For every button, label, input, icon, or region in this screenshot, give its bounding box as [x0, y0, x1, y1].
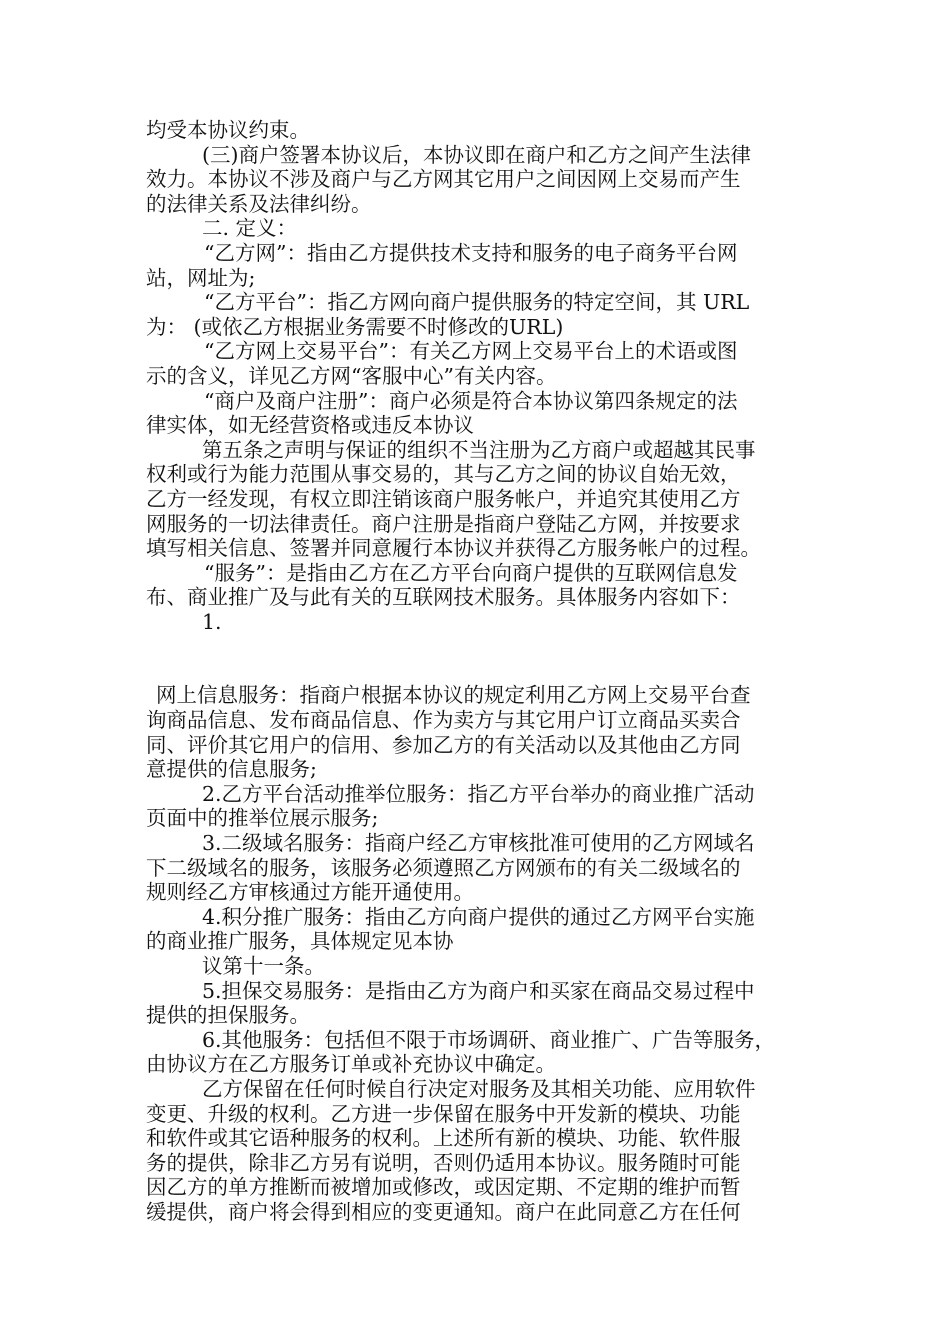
text-line: 变更、升级的权利。乙方进一步保留在服务中开发新的模块、功能 [146, 1101, 741, 1126]
text-line: (三)商户签署本协议后，本协议即在商户和乙方之间产生法律 [202, 142, 751, 167]
text-line: 填写相关信息、签署并同意履行本协议并获得乙方服务帐户的过程。 [146, 536, 761, 561]
text-line: 务的提供，除非乙方另有说明，否则仍适用本协议。服务随时可能 [146, 1150, 741, 1175]
text-line: 乙方保留在任何时候自行决定对服务及其相关功能、应用软件 [202, 1076, 756, 1101]
list-number: 1. [202, 609, 222, 634]
text-line: 由协议方在乙方服务订单或补充协议中确定。 [146, 1052, 556, 1077]
text-line: 效力。本协议不涉及商户与乙方网其它用户之间因网上交易而产生 [146, 167, 741, 192]
text-line: 示的含义，详见乙方网“客服中心”有关内容。 [146, 363, 557, 388]
text-line: “乙方网上交易平台”：有关乙方网上交易平台上的术语或图 [204, 339, 738, 364]
text-line: 4.积分推广服务：指由乙方向商户提供的通过乙方网平台实施 [202, 904, 755, 929]
text-line: 站，网址为; [146, 265, 256, 290]
text-line: 布、商业推广及与此有关的互联网技术服务。具体服务内容如下： [146, 585, 741, 610]
text-line: 网服务的一切法律责任。商户注册是指商户登陆乙方网，并按要求 [146, 511, 741, 536]
text-line: “乙方平台”：指乙方网向商户提供服务的特定空间，其 URL [204, 290, 750, 315]
text-line: 意提供的信息服务; [146, 757, 317, 782]
text-line: 规则经乙方审核通过方能开通使用。 [146, 880, 474, 905]
text-line: 提供的担保服务。 [146, 1003, 310, 1028]
text-line: “服务”：是指由乙方在乙方平台向商户提供的互联网信息发 [204, 560, 738, 585]
text-line: 下二级域名的服务，该服务必须遵照乙方网颁布的有关二级域名的 [146, 855, 741, 880]
text-line: 的法律关系及法律纠纷。 [146, 191, 372, 216]
text-line: 乙方一经发现，有权立即注销该商户服务帐户，并追究其使用乙方 [146, 486, 741, 511]
text-line: 询商品信息、发布商品信息、作为卖方与其它用户订立商品买卖合 [146, 708, 741, 733]
text-line: 页面中的推举位展示服务; [146, 806, 379, 831]
text-line: 5.担保交易服务：是指由乙方为商户和买家在商品交易过程中 [202, 978, 755, 1003]
document-body [146, 118, 810, 1225]
text-line: 第五条之声明与保证的组织不当注册为乙方商户或超越其民事 [202, 437, 756, 462]
text-line: 缓提供，商户将会得到相应的变更通知。商户在此同意乙方在任何 [146, 1199, 741, 1224]
text-line: 6.其他服务：包括但不限于市场调研、商业推广、广告等服务， [202, 1027, 776, 1052]
text-line: “商户及商户注册”：商户必须是符合本协议第四条规定的法 [204, 388, 738, 413]
text-line: 3.二级域名服务：指商户经乙方审核批准可使用的乙方网域名 [202, 831, 755, 856]
text-line: 和软件或其它语种服务的权利。上述所有新的模块、功能、软件服 [146, 1126, 741, 1151]
text-line: 均受本协议约束。 [146, 118, 310, 142]
text-line: 网上信息服务：指商户根据本协议的规定利用乙方网上交易平台查 [156, 683, 751, 708]
text-line: “乙方网”：指由乙方提供技术支持和服务的电子商务平台网 [204, 240, 738, 265]
text-line: 2.乙方平台活动推举位服务：指乙方平台举办的商业推广活动 [202, 781, 755, 806]
text-line: 因乙方的单方推断而被增加或修改，或因定期、不定期的维护而暂 [146, 1175, 741, 1200]
section-heading: 二. 定义： [202, 216, 298, 241]
text-line: 议第十一条。 [202, 954, 325, 978]
blank-space [146, 634, 810, 683]
text-line: 的商业推广服务，具体规定见本协 [146, 929, 454, 954]
text-line: 权利或行为能力范围从事交易的，其与乙方之间的协议自始无效， [146, 462, 741, 487]
text-line: 同、评价其它用户的信用、参加乙方的有关活动以及其他由乙方同 [146, 732, 741, 757]
text-line: 律实体，如无经营资格或违反本协议 [146, 413, 474, 438]
text-line: 为： (或依乙方根据业务需要不时修改的URL) [146, 314, 564, 339]
